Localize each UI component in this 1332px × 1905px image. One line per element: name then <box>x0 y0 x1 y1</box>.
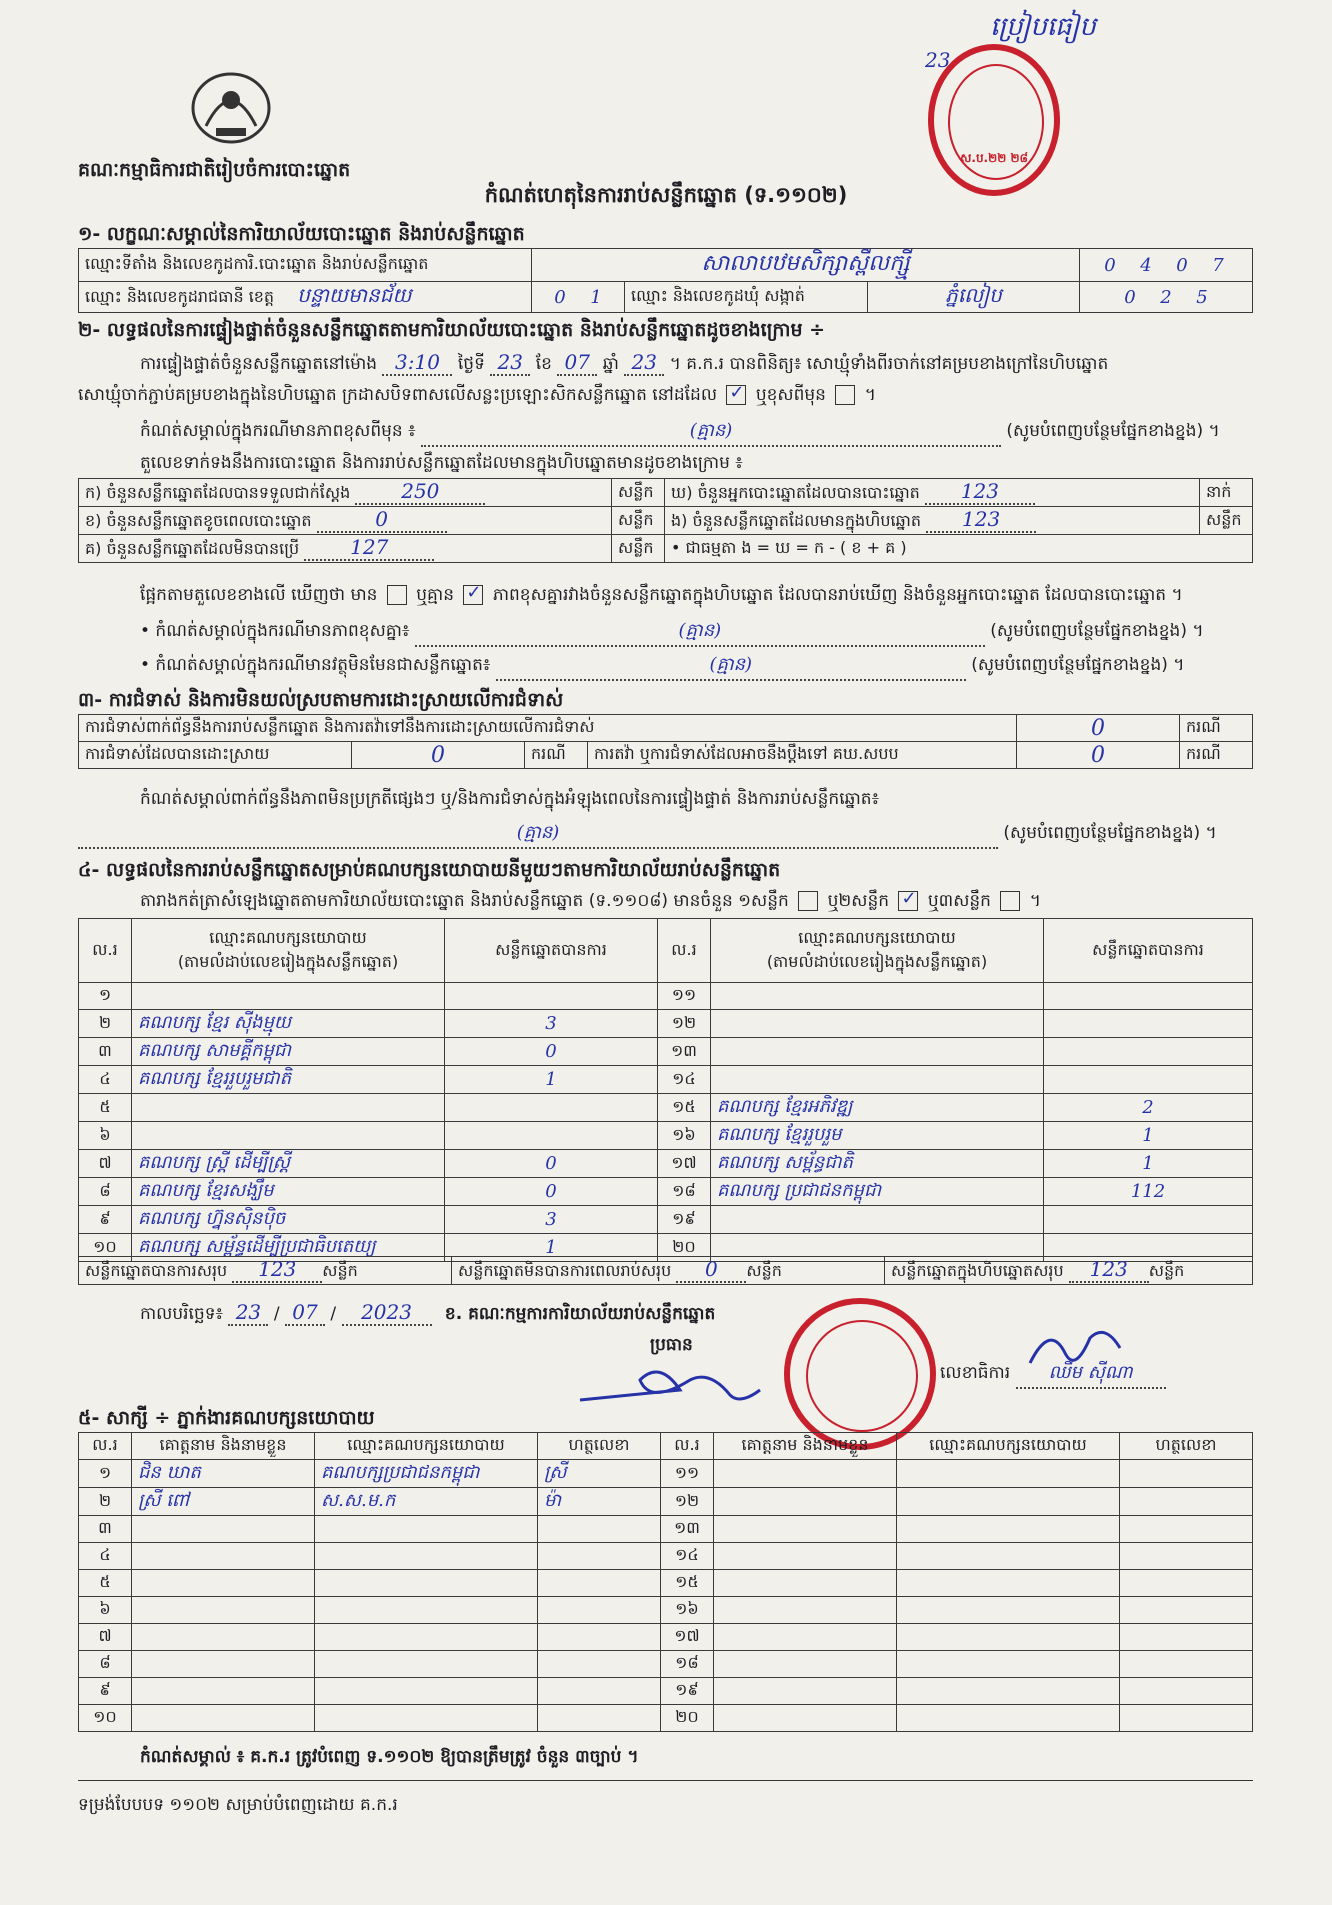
party-votes <box>1044 983 1253 1010</box>
witness-name <box>714 1624 897 1651</box>
row-number: ២ <box>79 1488 132 1516</box>
party-name <box>711 983 1044 1010</box>
witness-name <box>132 1597 315 1624</box>
ballots-in-box-row: ង) ចំនួនសន្លឹកឆ្នោតដែលមានក្នុងហិបឆ្នោត 123 <box>665 507 1200 535</box>
row-number: ៦ <box>79 1122 132 1150</box>
row-number: ៥ <box>79 1570 132 1597</box>
row-number: ១៤ <box>661 1543 714 1570</box>
witness-signature <box>1120 1651 1253 1678</box>
verification-day: 23 <box>490 350 530 376</box>
location-table <box>78 248 1253 313</box>
national-emblem-icon <box>186 66 276 146</box>
witness-party <box>315 1624 538 1651</box>
has-difference-checkbox[interactable] <box>387 585 407 605</box>
witness-signature <box>538 1624 661 1651</box>
witness-party <box>897 1624 1120 1651</box>
row-number: ៩ <box>79 1206 132 1234</box>
party-name: គណបក្ស ហ្វ៊ុនស៊ិនប៉ិច <box>132 1206 445 1234</box>
voters-value: 123 <box>925 479 1035 505</box>
row-number: ៨ <box>79 1651 132 1678</box>
row-number: ១៥ <box>661 1570 714 1597</box>
difference-compare-line: ផ្អែកតាមតួលេខខាងលើ ឃើញថា មាន ឬគ្មាន ✓ ភាពខុសគ្នារវាងចំនួនសន្លឹកឆ្នោតក្នុងហិបឆ្នោត ដែលបានរាប់ឃើញ និងចំនួនអ្នកបោះឆ្នោត ដែលបានបោះឆ្នោត ។ <box>140 584 1183 609</box>
changed-checkbox[interactable] <box>835 385 855 405</box>
objection-row-label: ការជំទាស់ពាក់ព័ន្ធនឹងការរាប់សន្លឹកឆ្នោត និងការតវ៉ាទៅនឹងការដោះស្រាយលើការជំទាស់ <box>79 715 1017 742</box>
witness-name <box>714 1570 897 1597</box>
table-row <box>79 1570 1253 1597</box>
province-code: 0 1 <box>532 282 625 313</box>
party-votes: 0 <box>445 1038 658 1066</box>
location-value: សាលាបឋមសិក្សាស្ពឺលក្ស្មី <box>532 249 1080 282</box>
section2-heading: ២- លទ្ធផលនៃការផ្ទៀងផ្ទាត់ចំនួនសន្លឹកឆ្នោតតាមការិយាល័យបោះឆ្នោត និងរាប់សន្លឹកឆ្នោតដូចខាងក្រោម ÷ <box>78 319 826 341</box>
party-votes: 1 <box>1044 1122 1253 1150</box>
table-row <box>79 1516 1253 1543</box>
witness-signature <box>538 1597 661 1624</box>
witness-signature <box>1120 1624 1253 1651</box>
appeal-value: 0 <box>1017 742 1180 769</box>
difference-bullet: • កំណត់សម្គាល់ក្នុងករណីមានភាពខុសគ្នា៖ (គ្មាន) (សូមបំពេញបន្ថែមផ្នែកខាងខ្នង) ។ <box>140 618 1250 647</box>
row-number: ១ <box>79 983 132 1010</box>
row-number: ២ <box>79 1010 132 1038</box>
witness-signature <box>538 1516 661 1543</box>
party-votes: 1 <box>1044 1150 1253 1178</box>
party-name <box>132 983 445 1010</box>
witness-signature <box>1120 1597 1253 1624</box>
witness-party <box>315 1705 538 1732</box>
objections-table: ការជំទាស់ពាក់ព័ន្ធនឹងការរាប់សន្លឹកឆ្នោត និងការតវ៉ាទៅនឹងការដោះស្រាយលើការជំទាស់ 0 ករណី ការជំទាស់ដែលបានដោះស្រាយ 0 ករណី ការតវ៉ា ឬការជំទាស់ដែលអាចនឹងប្ដឹងទៅ គឃ.សបប 0 ករណី <box>78 714 1253 769</box>
figures-intro: តួលេខទាក់ទងនឹងការបោះឆ្នោត និងការរាប់សន្លឹកឆ្នោតដែលមានក្នុងហិបឆ្នោតមានដូចខាងក្រោម ៖ <box>140 453 743 473</box>
party-name <box>711 1066 1044 1094</box>
row-number: ១០ <box>79 1234 132 1262</box>
party-votes: 1 <box>445 1066 658 1094</box>
party-name: គណបក្ស សម្ព័ន្ធដើម្បីប្រជាធិបតេយ្យ <box>132 1234 445 1262</box>
party-name <box>132 1122 445 1150</box>
row-number: ៨ <box>79 1178 132 1206</box>
witness-signature <box>1120 1516 1253 1543</box>
section5-heading: ៥- សាក្សី ÷ ភ្នាក់ងារគណបក្សនយោបាយ <box>78 1407 375 1429</box>
witness-name <box>714 1705 897 1732</box>
row-number: ៤ <box>79 1066 132 1094</box>
row-number: ៦ <box>79 1597 132 1624</box>
row-number: ១១ <box>661 1460 714 1488</box>
row-number: ១៩ <box>658 1206 711 1234</box>
row-number: ១៨ <box>661 1651 714 1678</box>
witness-name <box>132 1705 315 1732</box>
party-name <box>711 1038 1044 1066</box>
table-row <box>79 1460 1253 1488</box>
party-votes: 0 <box>445 1150 658 1178</box>
witness-party <box>897 1678 1120 1705</box>
unchanged-checkbox[interactable] <box>726 385 746 405</box>
objection-row-value: 0 <box>1017 715 1180 742</box>
party-name: គណបក្ស ខ្មែរអភិវឌ្ឍ <box>711 1094 1044 1122</box>
table-row <box>79 1488 1253 1516</box>
chair-signature <box>570 1350 770 1420</box>
witness-party <box>315 1543 538 1570</box>
witness-signature: ម៉ា <box>538 1488 661 1516</box>
voters-row: ឃ) ចំនួនអ្នកបោះឆ្នោតដែលបានបោះឆ្នោត 123 <box>665 479 1200 507</box>
unused-ballots-value: 127 <box>304 535 434 561</box>
party-votes: 112 <box>1044 1178 1253 1206</box>
witness-party <box>897 1488 1120 1516</box>
table-row <box>79 1624 1253 1651</box>
verification-line-1: ការផ្ទៀងផ្ទាត់ចំនួនសន្លឹកឆ្នោតនៅម៉ោង 3:10 ថ្ងៃទី 23 ខែ 07 ឆ្នាំ 23 ។ គ.ក.រ បានពិនិត្យ៖ សោឃ្មុំទាំងពីរចាក់នៅគម្របខាងក្រៅនៃហិបឆ្នោត <box>140 350 1109 374</box>
verification-line-2: សោឃ្មុំចាក់ភ្ជាប់គម្របខាងក្នុងនៃហិបឆ្នោត ក្រដាសបិទពាសលើសន្លះប្រឡោះសិកសន្លឹកឆ្នោត នៅដដែល ✓ ឬខុសពីមុន ។ <box>78 384 876 409</box>
party-votes <box>1044 1038 1253 1066</box>
signing-date-line: កាលបរិច្ឆេទ៖ 23 / 07 / 2023 ខ. គណៈកម្មការការិយាល័យរាប់សន្លឹកឆ្នោត <box>140 1300 716 1324</box>
party-votes: 3 <box>445 1206 658 1234</box>
party-votes <box>1044 1066 1253 1094</box>
verification-month: 07 <box>557 350 597 376</box>
witness-party <box>315 1516 538 1543</box>
two-sheets-checkbox[interactable] <box>898 891 918 911</box>
spoiled-ballots-row: ខ) ចំនួនសន្លឹកឆ្នោតខូចពេលបោះឆ្នោត 0 <box>79 507 612 535</box>
witness-signature <box>1120 1488 1253 1516</box>
witness-name <box>132 1678 315 1705</box>
party-votes <box>1044 1010 1253 1038</box>
witness-party <box>897 1705 1120 1732</box>
chair-label: ប្រធាន <box>650 1335 693 1355</box>
section1-heading: ១- លក្ខណៈសម្គាល់នៃការិយាល័យបោះឆ្នោត និងរាប់សន្លឹកឆ្នោត <box>78 223 525 245</box>
form-identifier: ទម្រង់បែបបទ ១១០២ សម្រាប់បំពេញដោយ គ.ក.រ <box>78 1795 398 1815</box>
witness-signature <box>1120 1460 1253 1488</box>
foreign-object-bullet: • កំណត់សម្គាល់ក្នុងករណីមានវត្ថុមិនមែនជាសន្លឹកឆ្នោត៖ (គ្មាន) (សូមបំពេញបន្ថែមផ្នែកខាងខ្នង) ។ <box>140 652 1250 681</box>
witness-name <box>714 1460 897 1488</box>
party-name: គណបក្ស ខ្មែររួបរួម <box>711 1122 1044 1150</box>
spoiled-ballots-value: 0 <box>317 507 447 533</box>
verification-year: 23 <box>624 350 664 376</box>
party-votes <box>1044 1206 1253 1234</box>
witness-party <box>897 1460 1120 1488</box>
witness-party <box>897 1570 1120 1597</box>
secretary-name: ឈឹម ស៊ីណា <box>1016 1360 1166 1389</box>
irregularity-note-label: កំណត់សម្គាល់ពាក់ព័ន្ធនឹងភាពមិនប្រក្រតីផ្សេងៗ ឬ/និងការជំទាស់ក្នុងអំឡុងពេលនៃការផ្ទៀងផ្ទាត់ និងការរាប់សន្លឹកឆ្នោត៖ <box>140 789 880 809</box>
party-votes <box>445 983 658 1010</box>
table-row <box>79 1651 1253 1678</box>
witness-name <box>714 1678 897 1705</box>
witness-name: ស្រី ពៅ <box>132 1488 315 1516</box>
party-name: គណបក្ស សម្ព័ន្ធជាតិ <box>711 1150 1044 1178</box>
witness-party <box>315 1597 538 1624</box>
row-number: ៣ <box>79 1516 132 1543</box>
table-row <box>79 1543 1253 1570</box>
totals-table <box>78 1256 1253 1285</box>
party-name: គណបក្ស ខ្មែរសង្ឃឹម <box>132 1178 445 1206</box>
witness-signature <box>1120 1678 1253 1705</box>
witness-signature <box>1120 1570 1253 1597</box>
row-number: ១៧ <box>658 1150 711 1178</box>
total-valid-cell: សន្លឹកឆ្នោតបានការសរុប 123 សន្លឹក <box>79 1257 452 1285</box>
verification-time: 3:10 <box>382 350 452 376</box>
row-number: ៩ <box>79 1678 132 1705</box>
witness-signature <box>538 1543 661 1570</box>
table-row <box>79 1066 1253 1094</box>
total-box-cell: សន្លឹកឆ្នោតក្នុងហិបឆ្នោតសរុប 123 សន្លឹក <box>885 1257 1253 1285</box>
row-number: ១៨ <box>658 1178 711 1206</box>
total-box-value: 123 <box>1069 1257 1149 1283</box>
row-number: ១០ <box>79 1705 132 1732</box>
received-ballots-value: 250 <box>355 479 485 505</box>
one-sheet-checkbox[interactable] <box>798 891 818 911</box>
row-number: ២០ <box>658 1234 711 1262</box>
witness-name: ជិន ឃាត <box>132 1460 315 1488</box>
party-votes: 1 <box>445 1234 658 1262</box>
table-row <box>79 1178 1253 1206</box>
row-number: ១៤ <box>658 1066 711 1094</box>
no-difference-checkbox[interactable] <box>463 585 483 605</box>
row-number: ១៦ <box>661 1597 714 1624</box>
witness-party: គណបក្សប្រជាជនកម្ពុជា <box>315 1460 538 1488</box>
row-number: ១២ <box>658 1010 711 1038</box>
row-number: ៧ <box>79 1624 132 1651</box>
witness-party <box>897 1597 1120 1624</box>
location-code: 0 4 0 7 <box>1080 249 1253 282</box>
party-name: គណបក្ស ខ្មែររួបរួមជាតិ <box>132 1066 445 1094</box>
table-row <box>79 983 1253 1010</box>
form-title: កំណត់ហេតុនៃការរាប់សន្លឹកឆ្នោត (ទ.១១០២) <box>484 183 848 207</box>
appeal-label: ការតវ៉ា ឬការជំទាស់ដែលអាចនឹងប្ដឹងទៅ គឃ.សបប <box>588 742 1017 769</box>
row-number: ១១ <box>658 983 711 1010</box>
row-number: ១៣ <box>661 1516 714 1543</box>
witness-name <box>132 1516 315 1543</box>
table-row <box>79 1094 1253 1122</box>
table-row <box>79 1122 1253 1150</box>
row-number: ១៥ <box>658 1094 711 1122</box>
party-name: គណបក្ស ស្ត្រី ដើម្បីស្ត្រី <box>132 1150 445 1178</box>
row-number: ៥ <box>79 1094 132 1122</box>
party-votes: 2 <box>1044 1094 1253 1122</box>
witness-name <box>132 1651 315 1678</box>
table-row <box>79 1705 1253 1732</box>
total-invalid-cell: សន្លឹកឆ្នោតមិនបានការពេលរាប់សរុប 0 សន្លឹក <box>452 1257 885 1285</box>
witness-signature <box>1120 1705 1253 1732</box>
formula-row: • ជាធម្មតា ង = ឃ = ក - ( ខ + គ ) <box>665 535 1253 563</box>
total-invalid-value: 0 <box>676 1257 746 1283</box>
commune-value: ភ្នំលៀប <box>868 282 1080 313</box>
witness-name <box>714 1543 897 1570</box>
table-row <box>79 1597 1253 1624</box>
row-number: ១៦ <box>658 1122 711 1150</box>
row-number: ១៧ <box>661 1624 714 1651</box>
secretary-signature <box>1020 1318 1130 1378</box>
official-stamp-bottom <box>784 1298 936 1450</box>
organization-name: គណៈកម្មាធិការជាតិរៀបចំការបោះឆ្នោត <box>78 159 351 181</box>
three-sheets-checkbox[interactable] <box>1000 891 1020 911</box>
commune-label: ឈ្មោះ និងលេខកូដឃុំ សង្កាត់ <box>625 282 868 313</box>
footer-note: កំណត់សម្គាល់ ៖ គ.ក.រ ត្រូវបំពេញ ទ.១១០២ ឱ្យបានត្រឹមត្រូវ ចំនួន ៣ច្បាប់ ។ <box>140 1747 639 1767</box>
province-label: ឈ្មោះ និងលេខកូដរាជធានី ខេត្ត បន្ទាយមានជ័យ <box>79 282 532 313</box>
witness-name <box>714 1651 897 1678</box>
irregularity-note-line: (គ្មាន) (សូមបំពេញបន្ថែមផ្នែកខាងខ្នង) ។ <box>78 820 1253 849</box>
received-ballots-row: ក) ចំនួនសន្លឹកឆ្នោតដែលបានទទួលជាក់ស្ដែង 250 <box>79 479 612 507</box>
party-name: គណបក្ស ប្រជាជនកម្ពុជា <box>711 1178 1044 1206</box>
witness-signature <box>538 1570 661 1597</box>
witness-name <box>132 1543 315 1570</box>
secretary-line: លេខាធិការ ឈឹម ស៊ីណា <box>940 1360 1166 1389</box>
row-number: ៧ <box>79 1150 132 1178</box>
footer-divider <box>78 1780 1253 1781</box>
table-row <box>79 1678 1253 1705</box>
ballot-figures-table: ក) ចំនួនសន្លឹកឆ្នោតដែលបានទទួលជាក់ស្ដែង 250 សន្លឹក ឃ) ចំនួនអ្នកបោះឆ្នោតដែលបានបោះឆ្នោត 123 នាក់ ខ) ចំនួនសន្លឹកឆ្នោតខូចពេលបោះឆ្នោត 0 សន្លឹក ង) ចំនួនសន្លឹកឆ្នោតដែលមានក្នុងហិបឆ្នោត 123 សន្លឹក គ) ចំនួនសន្លឹកឆ្នោតដែលមិនបានប្រើ 127 សន្លឹក • ជាធម្មតា ង = ឃ = ក - ( ខ + គ ) <box>78 478 1253 563</box>
witness-name <box>132 1624 315 1651</box>
resolved-objection-value: 0 <box>352 742 525 769</box>
witness-name <box>714 1516 897 1543</box>
party-votes <box>445 1094 658 1122</box>
witness-signature <box>538 1651 661 1678</box>
party-votes: 3 <box>445 1010 658 1038</box>
resolved-objection-label: ការជំទាស់ដែលបានដោះស្រាយ <box>79 742 352 769</box>
row-number: ២០ <box>661 1705 714 1732</box>
row-number: ១៩ <box>661 1678 714 1705</box>
section4-heading: ៤- លទ្ធផលនៃការរាប់សន្លឹកឆ្នោតសម្រាប់គណបក្សនយោបាយនីមួយៗតាមការិយាល័យរាប់សន្លឹកឆ្នោត <box>78 859 781 881</box>
location-label: ឈ្មោះទីតាំង និងលេខកូដការិ.បោះឆ្នោត និងរាប់សន្លឹកឆ្នោត <box>79 249 532 282</box>
witness-party: ស.ស.ម.ក <box>315 1488 538 1516</box>
row-number: ៣ <box>79 1038 132 1066</box>
witness-party <box>897 1516 1120 1543</box>
party-name: គណបក្ស សាមគ្គីកម្ពុជា <box>132 1038 445 1066</box>
witness-signature <box>1120 1543 1253 1570</box>
witness-party <box>897 1543 1120 1570</box>
total-valid-value: 123 <box>232 1257 322 1283</box>
witness-party <box>315 1651 538 1678</box>
ballots-in-box-value: 123 <box>926 507 1036 533</box>
row-number: ១ <box>79 1460 132 1488</box>
witness-signature <box>538 1705 661 1732</box>
top-handwritten-note: ប្រៀបធៀប <box>990 12 1096 42</box>
row-number: ១៣ <box>658 1038 711 1066</box>
table-row <box>79 1010 1253 1038</box>
party-name: គណបក្ស ខ្មែរ ស៊ីងម្មុយ <box>132 1010 445 1038</box>
table-row <box>79 1038 1253 1066</box>
party-votes: 0 <box>445 1178 658 1206</box>
witness-table: ល.រ គោត្តនាម និងនាមខ្លួន ឈ្មោះគណបក្សនយោបាយ ហត្ថលេខា ល.រ គោត្តនាម និងនាមខ្លួន ឈ្មោះគណបក្សនយោបាយ ហត្ថលេខា ១ ជិន ឃាត គណបក្សប្រជាជនកម្ពុជា ស្រី ១១ ២ ស្រី ពៅ ស.ស.ម.ក ម៉ា ១២ ៣ ១៣ ៤ ១៤ ៥ ១៥ ៦ ១៦ ៧ ១៧ ៨ ១៨ ៩ ១៩ ១០ ២០ <box>78 1432 1253 1732</box>
difference-note-line: កំណត់សម្គាល់ក្នុងករណីមានភាពខុសពីមុន ៖ (គ្មាន) (សូមបំពេញបន្ថែមផ្នែកខាងខ្នង) ។ <box>140 418 1250 447</box>
witness-name <box>714 1597 897 1624</box>
party-name <box>711 1010 1044 1038</box>
witness-party <box>897 1651 1120 1678</box>
witness-name <box>132 1570 315 1597</box>
row-number: ១២ <box>661 1488 714 1516</box>
party-votes <box>445 1122 658 1150</box>
party-name <box>132 1094 445 1122</box>
witness-name <box>714 1488 897 1516</box>
top-handwritten-number: 23 <box>925 48 951 72</box>
commune-code: 0 2 5 <box>1080 282 1253 313</box>
table-row <box>79 1150 1253 1178</box>
witness-party <box>315 1570 538 1597</box>
witness-signature: ស្រី <box>538 1460 661 1488</box>
official-stamp-top: ស.ប.២២ ២៨ <box>928 44 1060 196</box>
table-row <box>79 1206 1253 1234</box>
party-name <box>711 1206 1044 1234</box>
unused-ballots-row: គ) ចំនួនសន្លឹកឆ្នោតដែលមិនបានប្រើ 127 <box>79 535 612 563</box>
tally-sheets-line: តារាងកត់ត្រាសំឡេងឆ្នោតតាមការិយាល័យបោះឆ្នោត និងរាប់សន្លឹកឆ្នោត (ទ.១១០៨) មានចំនួន ១សន្លឹក ឬ២សន្លឹក ✓ ឬ៣សន្លឹក ។ <box>140 890 1041 915</box>
witness-party <box>315 1678 538 1705</box>
row-number: ៤ <box>79 1543 132 1570</box>
section3-heading: ៣- ការជំទាស់ និងការមិនយល់ស្របតាមការដោះស្រាយលើការជំទាស់ <box>78 689 564 711</box>
party-results-table: ល.រ ឈ្មោះគណបក្សនយោបាយ (តាមលំដាប់លេខរៀងក្នុងសន្លឹកឆ្នោត) សន្លឹកឆ្នោតបានការ ល.រ ឈ្មោះគណបក្សនយោបាយ (តាមលំដាប់លេខរៀងក្នុងសន្លឹកឆ្នោត) សន្លឹកឆ្នោតបានការ ១ ១១ ២ គណបក្ស ខ្មែរ ស៊ីងម្មុយ 3 ១២ ៣ គណបក្ស សាមគ្គីកម្ពុជា 0 ១៣ ៤ គណបក្ស ខ្មែររួបរួមជាតិ 1 ១៤ ៥ ១៥ គណបក្ស ខ្មែរអភិវឌ្ឍ 2 ៦ ១៦ គណបក្ស ខ្មែររួបរួម 1 ៧ គណបក្ស ស្ត្រី ដើម្បីស្ត្រី 0 ១៧ គណបក្ស សម្ព័ន្ធជាតិ 1 ៨ គណបក្ស ខ្មែរសង្ឃឹម 0 ១៨ គណបក្ស ប្រជាជនកម្ពុជា 112 ៩ គណបក្ស ហ្វ៊ុនស៊ិនប៉ិច 3 ១៩ ១០ គណបក្ស សម្ព័ន្ធដើម្បីប្រជាធិបតេយ្យ 1 ២០ <box>78 918 1253 1262</box>
witness-signature <box>538 1678 661 1705</box>
